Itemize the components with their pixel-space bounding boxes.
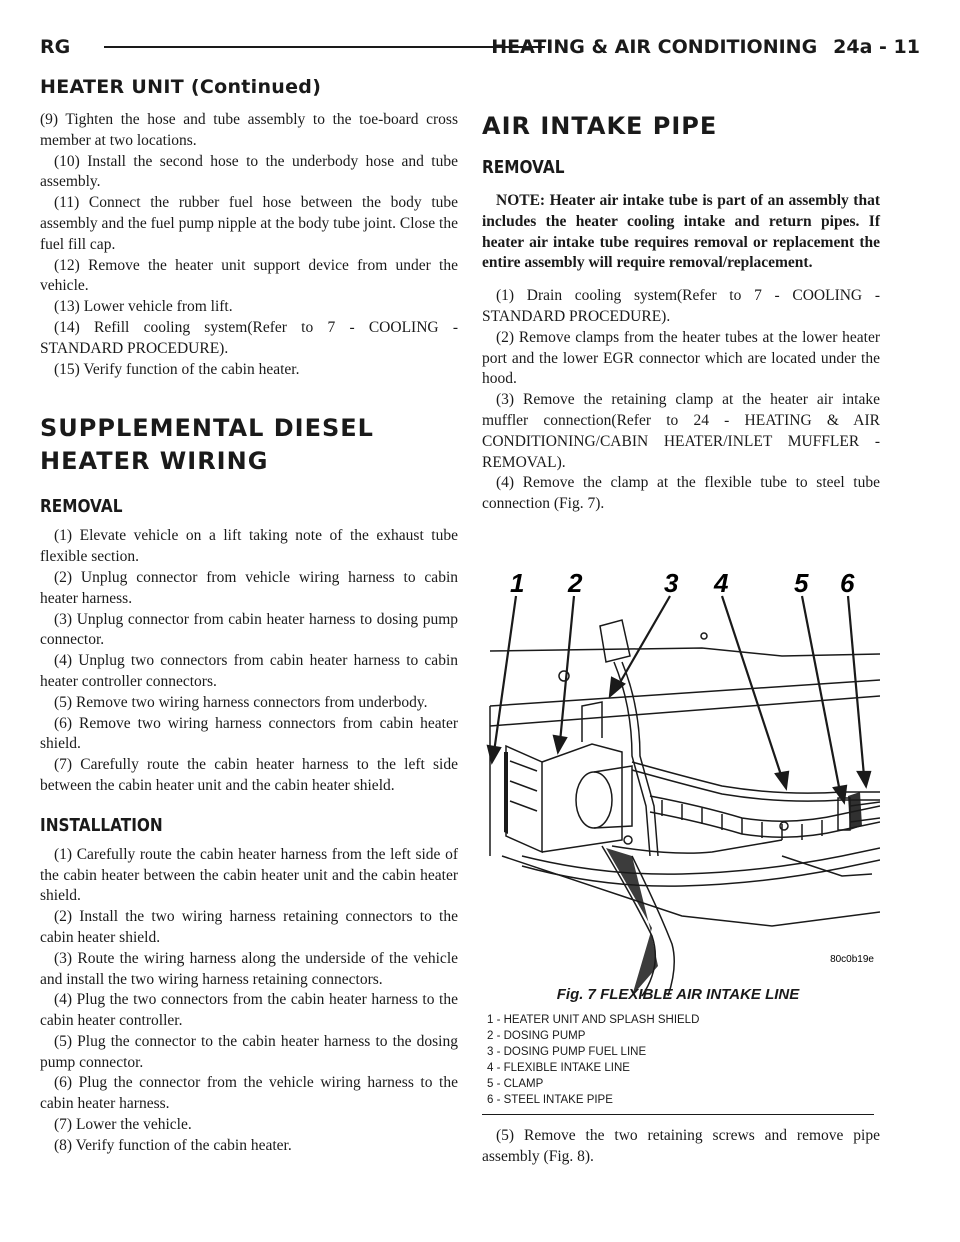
removal-steps — [40, 526, 458, 796]
after-figure-text — [482, 1126, 880, 1168]
step: (7) Lower the vehicle. — [54, 1116, 192, 1134]
step: (5) Plug the connector to the cabin heater harness to the dosing pump connector. — [40, 1032, 458, 1071]
step: (7) Carefully route the cabin heater harness to the left side between the cabin heater unit and the cabin heater shield. — [40, 756, 458, 794]
header-rule — [104, 46, 545, 48]
figure-7 — [482, 556, 880, 1016]
callout-1: 1 — [510, 568, 525, 598]
step: (3) Remove the retaining clamp at the heater air intake muffler connection(Refer to 24 - HEATING & AIR CONDITIONING/CABIN HEATER/INLET MUFFLER - REMOVAL). — [482, 391, 880, 471]
figure-caption: Fig. 7 FLEXIBLE AIR INTAKE LINE — [556, 986, 800, 1003]
step: (3) Route the wiring harness along the underside of the vehicle and install the two wiring harness retaining connectors. — [40, 949, 458, 988]
step: (1) Carefully route the cabin heater harness from the left side of the cabin heater between the cabin heater unit and the cabin heater shield. — [40, 845, 458, 905]
legend-item: 6 - STEEL INTAKE PIPE — [487, 1094, 613, 1106]
section-title-line2: HEATER WIRING — [40, 447, 269, 476]
page-number: 24a - 11 — [833, 36, 920, 58]
continued-heading: HEATER UNIT (Continued) — [40, 76, 322, 98]
installation-steps — [40, 845, 458, 1157]
section-title-air-intake: AIR INTAKE PIPE — [482, 112, 718, 140]
section-title — [40, 412, 458, 478]
legend-item: 2 - DOSING PUMP — [487, 1030, 586, 1042]
note-text: NOTE: Heater air intake tube is part of an assembly that includes the heater cooling intake and return pipes. If heater air intake tube requires removal or replacement the entire assembly will require removal/replacement. — [482, 192, 880, 272]
step: (6) Remove two wiring harness connectors from cabin heater shield. — [40, 714, 458, 753]
step: (11) Connect the rubber fuel hose between the body tube assembly and the fuel pump nipple at the body tube joint. Close the fuel fill cap. — [40, 194, 458, 253]
step: (3) Unplug connector from cabin heater harness to dosing pump connector. — [40, 610, 458, 649]
left-column — [40, 110, 458, 1157]
callout-leaders — [488, 596, 870, 802]
removal-heading: REMOVAL — [40, 496, 123, 518]
legend-item: 5 - CLAMP — [487, 1078, 544, 1090]
step: (5) Remove two wiring harness connectors from underbody. — [54, 693, 428, 711]
right-column — [482, 110, 880, 515]
step: (1) Elevate vehicle on a lift taking note of the exhaust tube flexible section. — [40, 527, 458, 566]
step: (2) Unplug connector from vehicle wiring harness to cabin heater harness. — [40, 568, 458, 607]
figure-legend — [487, 1012, 873, 1108]
legend-item: 4 - FLEXIBLE INTAKE LINE — [487, 1062, 630, 1074]
header-chapter-title — [491, 36, 920, 58]
legend-divider — [482, 1114, 874, 1115]
vehicle-underbody-drawing — [490, 620, 880, 996]
intro-steps — [40, 110, 458, 380]
figure-code: 80c0b19e — [830, 954, 874, 965]
step: (5) Remove the two retaining screws and remove pipe assembly (Fig. 8). — [482, 1127, 880, 1165]
step: (12) Remove the heater unit support device from under the vehicle. — [40, 256, 458, 295]
step: (9) Tighten the hose and tube assembly to the toe-board cross member at two locations. — [40, 111, 458, 149]
step: (4) Unplug two connectors from cabin heater harness to cabin heater controller connectors. — [40, 652, 458, 690]
step: (4) Plug the two connectors from the cabin heater harness to the cabin heater controller. — [40, 991, 458, 1030]
callout-4: 4 — [714, 568, 729, 598]
legend-item: 3 - DOSING PUMP FUEL LINE — [487, 1046, 647, 1058]
step: (1) Drain cooling system(Refer to 7 - COOLING - STANDARD PROCEDURE). — [482, 287, 880, 325]
removal-heading-air-intake: REMOVAL — [482, 157, 565, 178]
step: (10) Install the second hose to the underbody hose and tube assembly. — [40, 152, 458, 191]
section-title-line1: SUPPLEMENTAL DIESEL — [40, 414, 374, 443]
air-intake-steps — [482, 286, 880, 515]
header-section-code: RG — [40, 36, 71, 58]
flexible-air-intake-line-illustration — [482, 556, 880, 1016]
callout-2: 2 — [568, 568, 583, 598]
installation-heading: INSTALLATION — [40, 814, 163, 836]
step: (2) Install the two wiring harness retaining connectors to the cabin heater shield. — [40, 908, 458, 946]
callout-5: 5 — [794, 568, 809, 598]
step: (15) Verify function of the cabin heater. — [54, 360, 300, 378]
legend-item: 1 - HEATER UNIT AND SPLASH SHIELD — [487, 1014, 700, 1026]
callout-6: 6 — [840, 568, 855, 598]
step: (14) Refill cooling system(Refer to 7 - COOLING - STANDARD PROCEDURE). — [40, 318, 458, 357]
step: (4) Remove the clamp at the flexible tube to steel tube connection (Fig. 7). — [482, 474, 880, 513]
step: (13) Lower vehicle from lift. — [54, 298, 233, 316]
step: (2) Remove clamps from the heater tubes at the lower heater port and the lower EGR connector which are located under the hood. — [482, 328, 880, 388]
callout-3: 3 — [664, 568, 679, 598]
step: (6) Plug the connector from the vehicle wiring harness to the cabin heater harness. — [40, 1074, 458, 1113]
step: (8) Verify function of the cabin heater. — [54, 1136, 292, 1154]
page-header — [40, 30, 920, 62]
header-chapter-name: HEATING & AIR CONDITIONING — [491, 36, 818, 58]
